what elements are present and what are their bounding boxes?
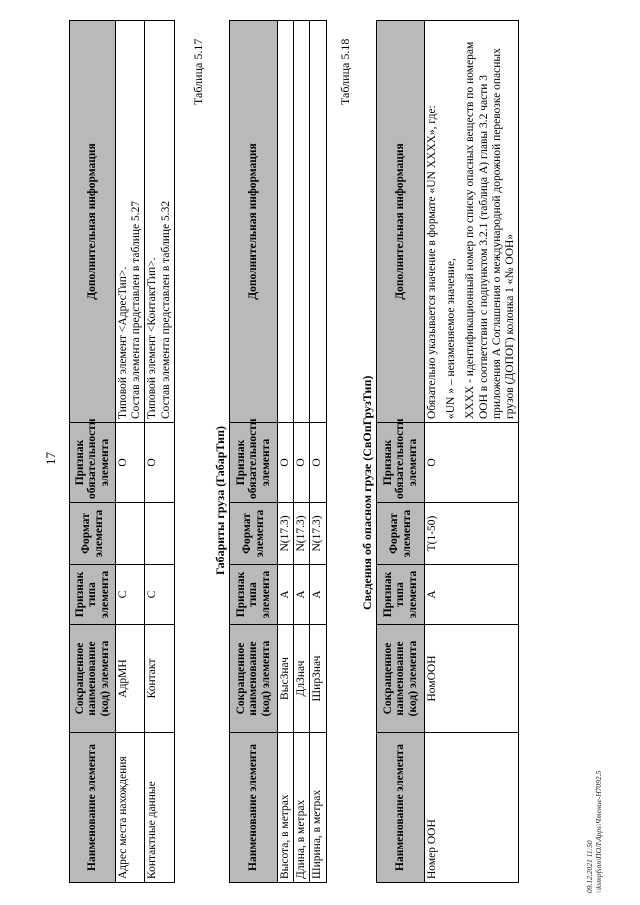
cell-required: О (310, 423, 326, 503)
col-header-format: Формат элемента (70, 503, 116, 565)
cell-info: Обязательно указывается значение в формате «UN XXXX», где: «UN » – неизменяемое значение, XXXX - идентификационный номер по списку опасных веществ по номерам ООН в соответствии с подпунктом 3.2.1 (таблица А) главы 3.2 части 3 приложения А Соглашения о международной дорожной перевозке опасных грузов (ДОПОГ) колонка 1 «№ ООН» (425, 21, 519, 423)
cell-code: ШирЗнач (310, 625, 326, 733)
table-continued (69, 20, 175, 883)
col-header-info: Дополнительная информация (230, 21, 278, 423)
cell-type: А (294, 565, 310, 625)
cell-info (278, 21, 294, 423)
cell-name: Номер ООН (425, 733, 519, 883)
cell-code: ВысЗнач (278, 625, 294, 733)
cell-required: О (278, 423, 294, 503)
page-number: 17 (43, 452, 58, 465)
cell-type: С (145, 565, 175, 625)
cell-type: С (116, 565, 145, 625)
cell-type: А (278, 565, 294, 625)
col-header-type: Признак типа элемента (377, 565, 425, 625)
table-caption: Таблица 5.18 (338, 38, 352, 105)
cell-format: N(17.3) (310, 503, 326, 565)
cell-format (145, 503, 175, 565)
cell-code: Контакт (145, 625, 175, 733)
cell-name: Длина, в метрах (294, 733, 310, 883)
table-title: Сведения об опасном грузе (СвОпГрузТип) (360, 375, 374, 610)
col-header-format: Формат элемента (230, 503, 278, 565)
col-header-code: Сокращенное наименование (код) элемента (377, 625, 425, 733)
cell-info (310, 21, 326, 423)
cell-format: N(17.3) (294, 503, 310, 565)
cell-name: Контактные данные (145, 733, 175, 883)
col-header-type: Признак типа элемента (230, 565, 278, 625)
table-row (425, 21, 519, 883)
table-caption: Таблица 5.17 (191, 38, 205, 105)
cell-code: НомООН (425, 625, 519, 733)
table-row (278, 21, 294, 883)
cell-name: Высота, в метрах (278, 733, 294, 883)
col-header-name: Наименование элемента (230, 733, 278, 883)
cell-type: А (310, 565, 326, 625)
document-footer: 09.12.2021 11:50 \\ksmpfsnn\ПОЛ\Apps\Чтение-Н7092.5 (585, 770, 604, 893)
cell-format: T(1-50) (425, 503, 519, 565)
col-header-code: Сокращенное наименование (код) элемента (230, 625, 278, 733)
col-header-name: Наименование элемента (377, 733, 425, 883)
col-header-required: Признак обязательности элемента (230, 423, 278, 503)
col-header-required: Признак обязательности элемента (70, 423, 116, 503)
table-title: Габариты груза (ГабарТип) (213, 426, 227, 575)
col-header-code: Сокращенное наименование (код) элемента (70, 625, 116, 733)
cell-required: О (294, 423, 310, 503)
cell-type: А (425, 565, 519, 625)
cell-required: О (425, 423, 519, 503)
cell-name: Адрес места нахождения (116, 733, 145, 883)
col-header-info: Дополнительная информация (377, 21, 425, 423)
table-row (116, 21, 145, 883)
col-header-required: Признак обязательности элемента (377, 423, 425, 503)
cell-code: ДлЗнач (294, 625, 310, 733)
col-header-info: Дополнительная информация (70, 21, 116, 423)
table-dangerous-cargo (376, 20, 519, 883)
col-header-name: Наименование элемента (70, 733, 116, 883)
cell-info: Типовой элемент <КонтактТип>. Состав элемента представлен в таблице 5.32 (145, 21, 175, 423)
table-row (145, 21, 175, 883)
cell-format (116, 503, 145, 565)
cell-format: N(17.3) (278, 503, 294, 565)
cell-required: О (145, 423, 175, 503)
col-header-format: Формат элемента (377, 503, 425, 565)
cell-required: О (116, 423, 145, 503)
cell-info (294, 21, 310, 423)
cell-code: АдрМН (116, 625, 145, 733)
table-dimensions (229, 20, 327, 883)
col-header-type: Признак типа элемента (70, 565, 116, 625)
cell-name: Ширина, в метрах (310, 733, 326, 883)
table-row (310, 21, 326, 883)
cell-info: Типовой элемент <АдресТип>. Состав элемента представлен в таблице 5.27 (116, 21, 145, 423)
table-row (294, 21, 310, 883)
